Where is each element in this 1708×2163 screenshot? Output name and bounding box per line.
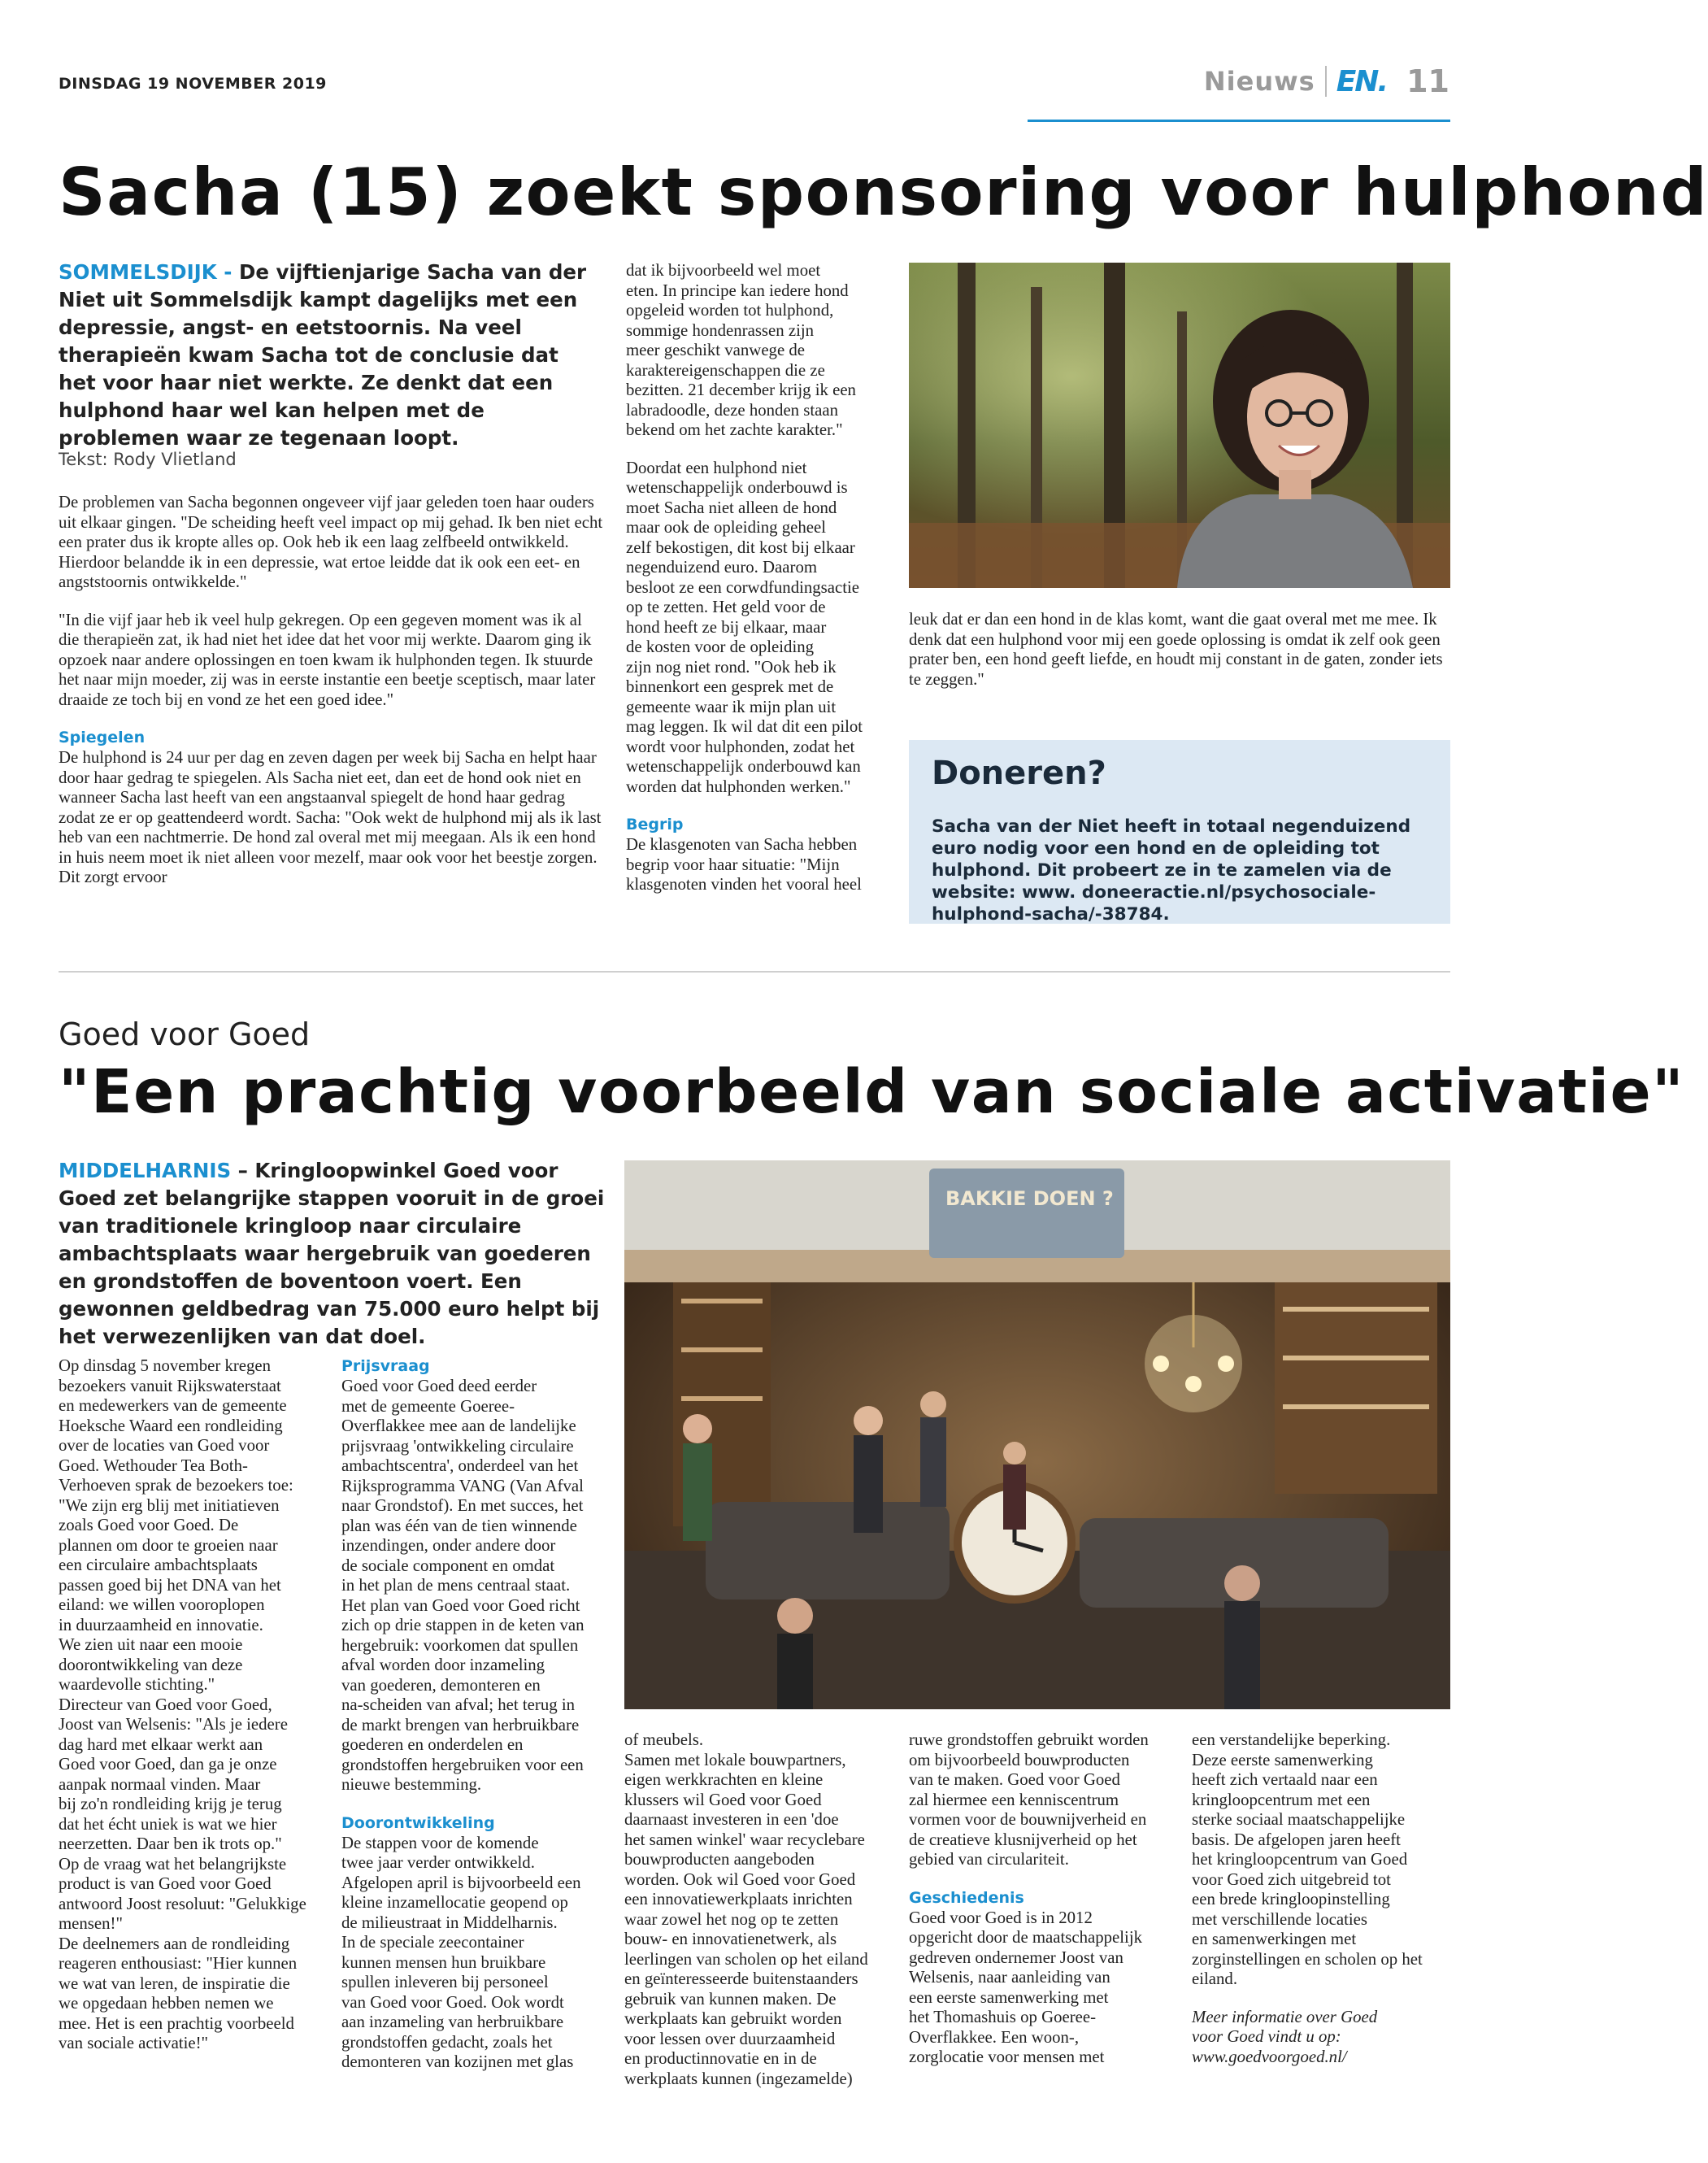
article1-paragraph: Doordat een hulphond niet wetenschappelijk onderbouwd is moet Sacha niet alleen de hond maar ook de opleiding geheel zelf bekostigen, dit kost bij elkaar negenduizend euro. Daarom besloot ze een corwdfundingsactie op te zetten. Het geld voor de hond heeft ze bij elkaar, maar de kosten voor de opleiding zijn nog niet rond. "Ook heb ik binnenkort een gesprek met de gemeente waar ik mijn plan uit mag leggen. Ik wil dat dit een pilot wordt voor hulphonden, zodat het wetenschappelijk onderbouwd kan worden dat hulphonden werken." xyxy=(626,458,863,796)
article1-paragraph: De klasgenoten van Sacha hebben begrip voor haar situatie: "Mijn klasgenoten vinden het vooral heel xyxy=(626,835,862,894)
masthead xyxy=(1204,63,1449,99)
article2-column1 xyxy=(59,1356,335,2072)
article2-paragraph: Goed voor Goed deed eerder met de gemeente Goeree- Overflakkee mee aan de landelijke prijsvraag 'ontwikkeling circulaire ambachtscentra', onderdeel van het Rijksprogramma VANG (Van Afval naar Grondstof). En met succes, het plan was één van de tien winnende inzendingen, onder andere door de sociale component en omdat in het plan de mens centraal staat. Het plan van Goed voor Goed richt zich op drie stappen in de keten van hergebruik: voorkomen dat spullen afval worden door inzameling van goederen, demonteren en na-scheiden van afval; het terug in de markt brengen van herbruikbare goederen en onderdelen en grondstoffen hergebruiken voor een nieuwe bestemming. xyxy=(341,1377,585,1794)
more-info-note: Meer informatie over Goed voor Goed vindt u op: www.goedvoorgoed.nl/ xyxy=(1192,2007,1378,2066)
article2-paragraph: Op dinsdag 5 november kregen bezoekers vanuit Rijkswaterstaat en medewerkers van de gemeente Hoeksche Waard een rondleiding over de locaties van Goed voor Goed. Wethouder Tea Both- Verhoeven sprak de bezoekers toe: "We zijn erg blij met initiatieven zoals Goed voor Goed. De plannen om door te groeien naar een circulaire ambachtsplaats passen goed bij het DNA van het eiland: we willen vooroplopen in duurzaamheid en innovatie. We zien uit naar een mooie doorontwikkeling van deze waardevolle stichting." Directeur van Goed voor Goed, Joost van Welsenis: "Als je iedere dag hard met elkaar werkt aan Goed voor Goed, dan ga je onze aanpak normaal vinden. Maar bij zo'n rondleiding krijg je terug dat het écht uniek is wat we hier neerzetten. Daar ben ik trots op." Op de vraag wat het belangrijkste product is van Goed voor Goed antwoord Joost resoluut: "Gelukkige mensen!" De deelnemers aan de rondleiding reageren enthousiast: "Hier kunnen we wat van leren, de inspiratie die we opgedaan hebben nemen we mee. Het is een prachtig voorbeeld van sociale activatie!" xyxy=(59,1356,306,2052)
article1-title: Sacha (15) zoekt sponsoring voor hulphond xyxy=(59,154,1708,230)
donation-box-title: Doneren? xyxy=(932,755,1106,792)
article2-paragraph: ruwe grondstoffen gebruikt worden om bijvoorbeeld bouwproducten van te maken. Goed voor Goed zal hiermee een kenniscentrum vormen voor de bouwnijverheid en de creatieve klusnijverheid op het gebied van circulariteit. xyxy=(909,1730,1149,1869)
article1-lead xyxy=(59,259,595,452)
article1-column2 xyxy=(626,261,894,913)
donation-box xyxy=(909,740,1450,924)
article2-kicker: Goed voor Goed xyxy=(59,1016,311,1052)
article1-column3 xyxy=(909,610,1454,707)
article2-column4 xyxy=(909,1730,1185,2086)
article2-lead xyxy=(59,1157,611,1351)
header-rule xyxy=(1028,120,1450,122)
store-sign-text: BAKKIE DOEN ? xyxy=(945,1187,1114,1210)
article2-subheading-doorontwikkeling: Doorontwikkeling xyxy=(341,1813,495,1832)
article2-paragraph: Goed voor Goed is in 2012 opgericht door de maatschappelijk gedreven ondernemer Joost van Welsenis, naar aanleiding van een eerste samenwerking met het Thomashuis op Goeree- Overflakkee. Een woon-, zorglocatie voor mensen met xyxy=(909,1908,1143,2066)
article2-paragraph: De stappen voor de komende twee jaar verder ontwikkeld. Afgelopen april is bijvoorbeeld een kleine inzamellocatie geopend op de milieustraat in Middelharnis. In de speciale zeecontainer kunnen mensen hun bruikbare spullen inleveren bij personeel van Goed voor Goed. Ook wordt aan inzameling van herbruikbare grondstoffen gedacht, zoals het demonteren van kozijnen met glas xyxy=(341,1833,581,2071)
donation-box-text: Sacha van der Niet heeft in totaal negenduizend euro nodig voor een hond en de opleiding tot hulphond. Dit probeert ze in te zamelen via de website: www. doneeractie.nl/psychosociale-hulphond-sacha/-38784. xyxy=(932,816,1411,925)
page-number: 11 xyxy=(1406,63,1449,99)
article2-lead-text: – Kringloopwinkel Goed voor Goed zet belangrijke stappen vooruit in de groei van traditionele kringloop naar circulaire ambachtsplaats waar hergebruik van goederen en grondstoffen de boventoon voert. Een gewonnen geldbedrag van 75.000 euro helpt bij het verwezenlijken van dat doel. xyxy=(59,1159,605,1348)
article1-subheading-spiegelen: Spiegelen xyxy=(59,729,146,746)
newspaper-logo: EN. xyxy=(1336,64,1388,98)
article1-paragraph: "In die vijf jaar heb ik veel hulp gekregen. Op een gegeven moment was ik al die therapieën zat, ik had niet het idee dat het voor mij werkte. Daarom ging ik opzoek naar andere oplossingen en toen kwam ik hulphonden tegen. Ik stuurde het naar mijn moeder, zij was in eerste instantie een beetje sceptisch, maar later draaide ze toch bij en vond ze het een goed idee." xyxy=(59,610,596,709)
article2-paragraph: een verstandelijke beperking. Deze eerste samenwerking heeft zich vertaald naar een kringloopcentrum met een sterke sociaal maatschappelijke basis. De afgelopen jaren heeft het kringloopcentrum van Goed voor Goed zich uitgebreid tot een brede kringloopinstelling met verschillende locaties en samenwerkingen met zorginstellingen en scholen op het eiland. xyxy=(1192,1730,1423,1988)
article1-column1 xyxy=(59,493,605,906)
article2-column5 xyxy=(1192,1730,1452,2085)
sacha-photo xyxy=(909,263,1450,588)
masthead-divider xyxy=(1325,66,1327,97)
article2-subheading-prijsvraag: Prijsvraag xyxy=(341,1357,430,1375)
article2-paragraph: of meubels. Samen met lokale bouwpartners, eigen werkkrachten en kleine klussers wil Goed voor Goed daarnaast investeren in een 'doe het samen winkel' waar recyclebare bouwproducten aangeboden worden. Ook wil Goed voor Goed een innovatiewerkplaats inrichten waar zowel het nog op te zetten bouw- en innovatienetwerk, als leerlingen van scholen op het eiland en geïnteresseerde buitenstaanders gebruik van kunnen maken. De werkplaats kan gebruikt worden voor lessen over duurzaamheid en productinnovatie en in de werkplaats kunnen (ingezamelde) xyxy=(624,1730,868,2088)
article2-column2 xyxy=(341,1356,618,2091)
article2-lead-place: MIDDELHARNIS xyxy=(59,1159,232,1182)
article-separator xyxy=(59,971,1450,973)
article1-paragraph: dat ik bijvoorbeeld wel moet eten. In principe kan iedere hond opgeleid worden tot hulphond, sommige hondenrassen zijn meer geschikt vanwege de karaktereigenschappen die ze bezitten. 21 december krijg ik een labradoodle, deze honden staan bekend om het zachte karakter." xyxy=(626,261,856,439)
store-photo xyxy=(624,1160,1450,1709)
article1-byline: Tekst: Rody Vlietland xyxy=(59,450,237,469)
article1-lead-text: De vijftienjarige Sacha van der Niet uit Sommelsdijk kampt dagelijks met een depressie, angst- en eetstoornis. Na veel therapieën kwam Sacha tot de conclusie dat het voor haar niet werkte. Ze denkt dat een hulphond haar wel kan helpen met de problemen waar ze tegenaan loopt. xyxy=(59,260,587,450)
article1-paragraph: leuk dat er dan een hond in de klas komt, want die gaat overal met me mee. Ik denk dat een hulphond voor mij een goede oplossing is omdat ik zelf ook geen prater ben, een hond geeft liefde, en houdt mij constant in de gaten, zonder iets te zeggen." xyxy=(909,610,1443,689)
article2-column3 xyxy=(624,1730,901,2107)
article2-subheading-geschiedenis: Geschiedenis xyxy=(909,1888,1024,1907)
article2-title: "Een prachtig voorbeeld van sociale activatie" xyxy=(59,1057,1685,1127)
section-name: Nieuws xyxy=(1203,66,1315,97)
article1-subheading-begrip: Begrip xyxy=(626,816,684,833)
article1-paragraph: De hulphond is 24 uur per dag en zeven dagen per week bij Sacha en helpt haar door haar gedrag te spiegelen. Als Sacha niet eet, dan eet de hond ook niet en wanneer Sacha last heeft van een angstaanval spiegelt de hond haar gedrag zodat ze er op geattendeerd wordt. Sacha: "Ook wekt de hulphond mij als ik last heb van een nachtmerrie. De hond zal overal met mij meegaan. Als ik een hond in huis neem moet ik niet alleen voor mezelf, maar ook voor het beestje zorgen. Dit zorgt ervoor xyxy=(59,748,602,886)
article1-paragraph: De problemen van Sacha begonnen ongeveer vijf jaar geleden toen haar ouders uit elkaar gingen. "De scheiding heeft veel impact op mij gehad. Ik ben niet echt een prater dus ik kropte alles op. Ook heb ik een laag zelfbeeld ontwikkeld. Hierdoor belandde ik in een depressie, wat ertoe leidde dat ik ook een eet- en angststoornis ontwikkelde." xyxy=(59,493,603,591)
article1-lead-place: SOMMELSDIJK - xyxy=(59,260,240,284)
issue-date: DINSDAG 19 NOVEMBER 2019 xyxy=(59,75,327,93)
